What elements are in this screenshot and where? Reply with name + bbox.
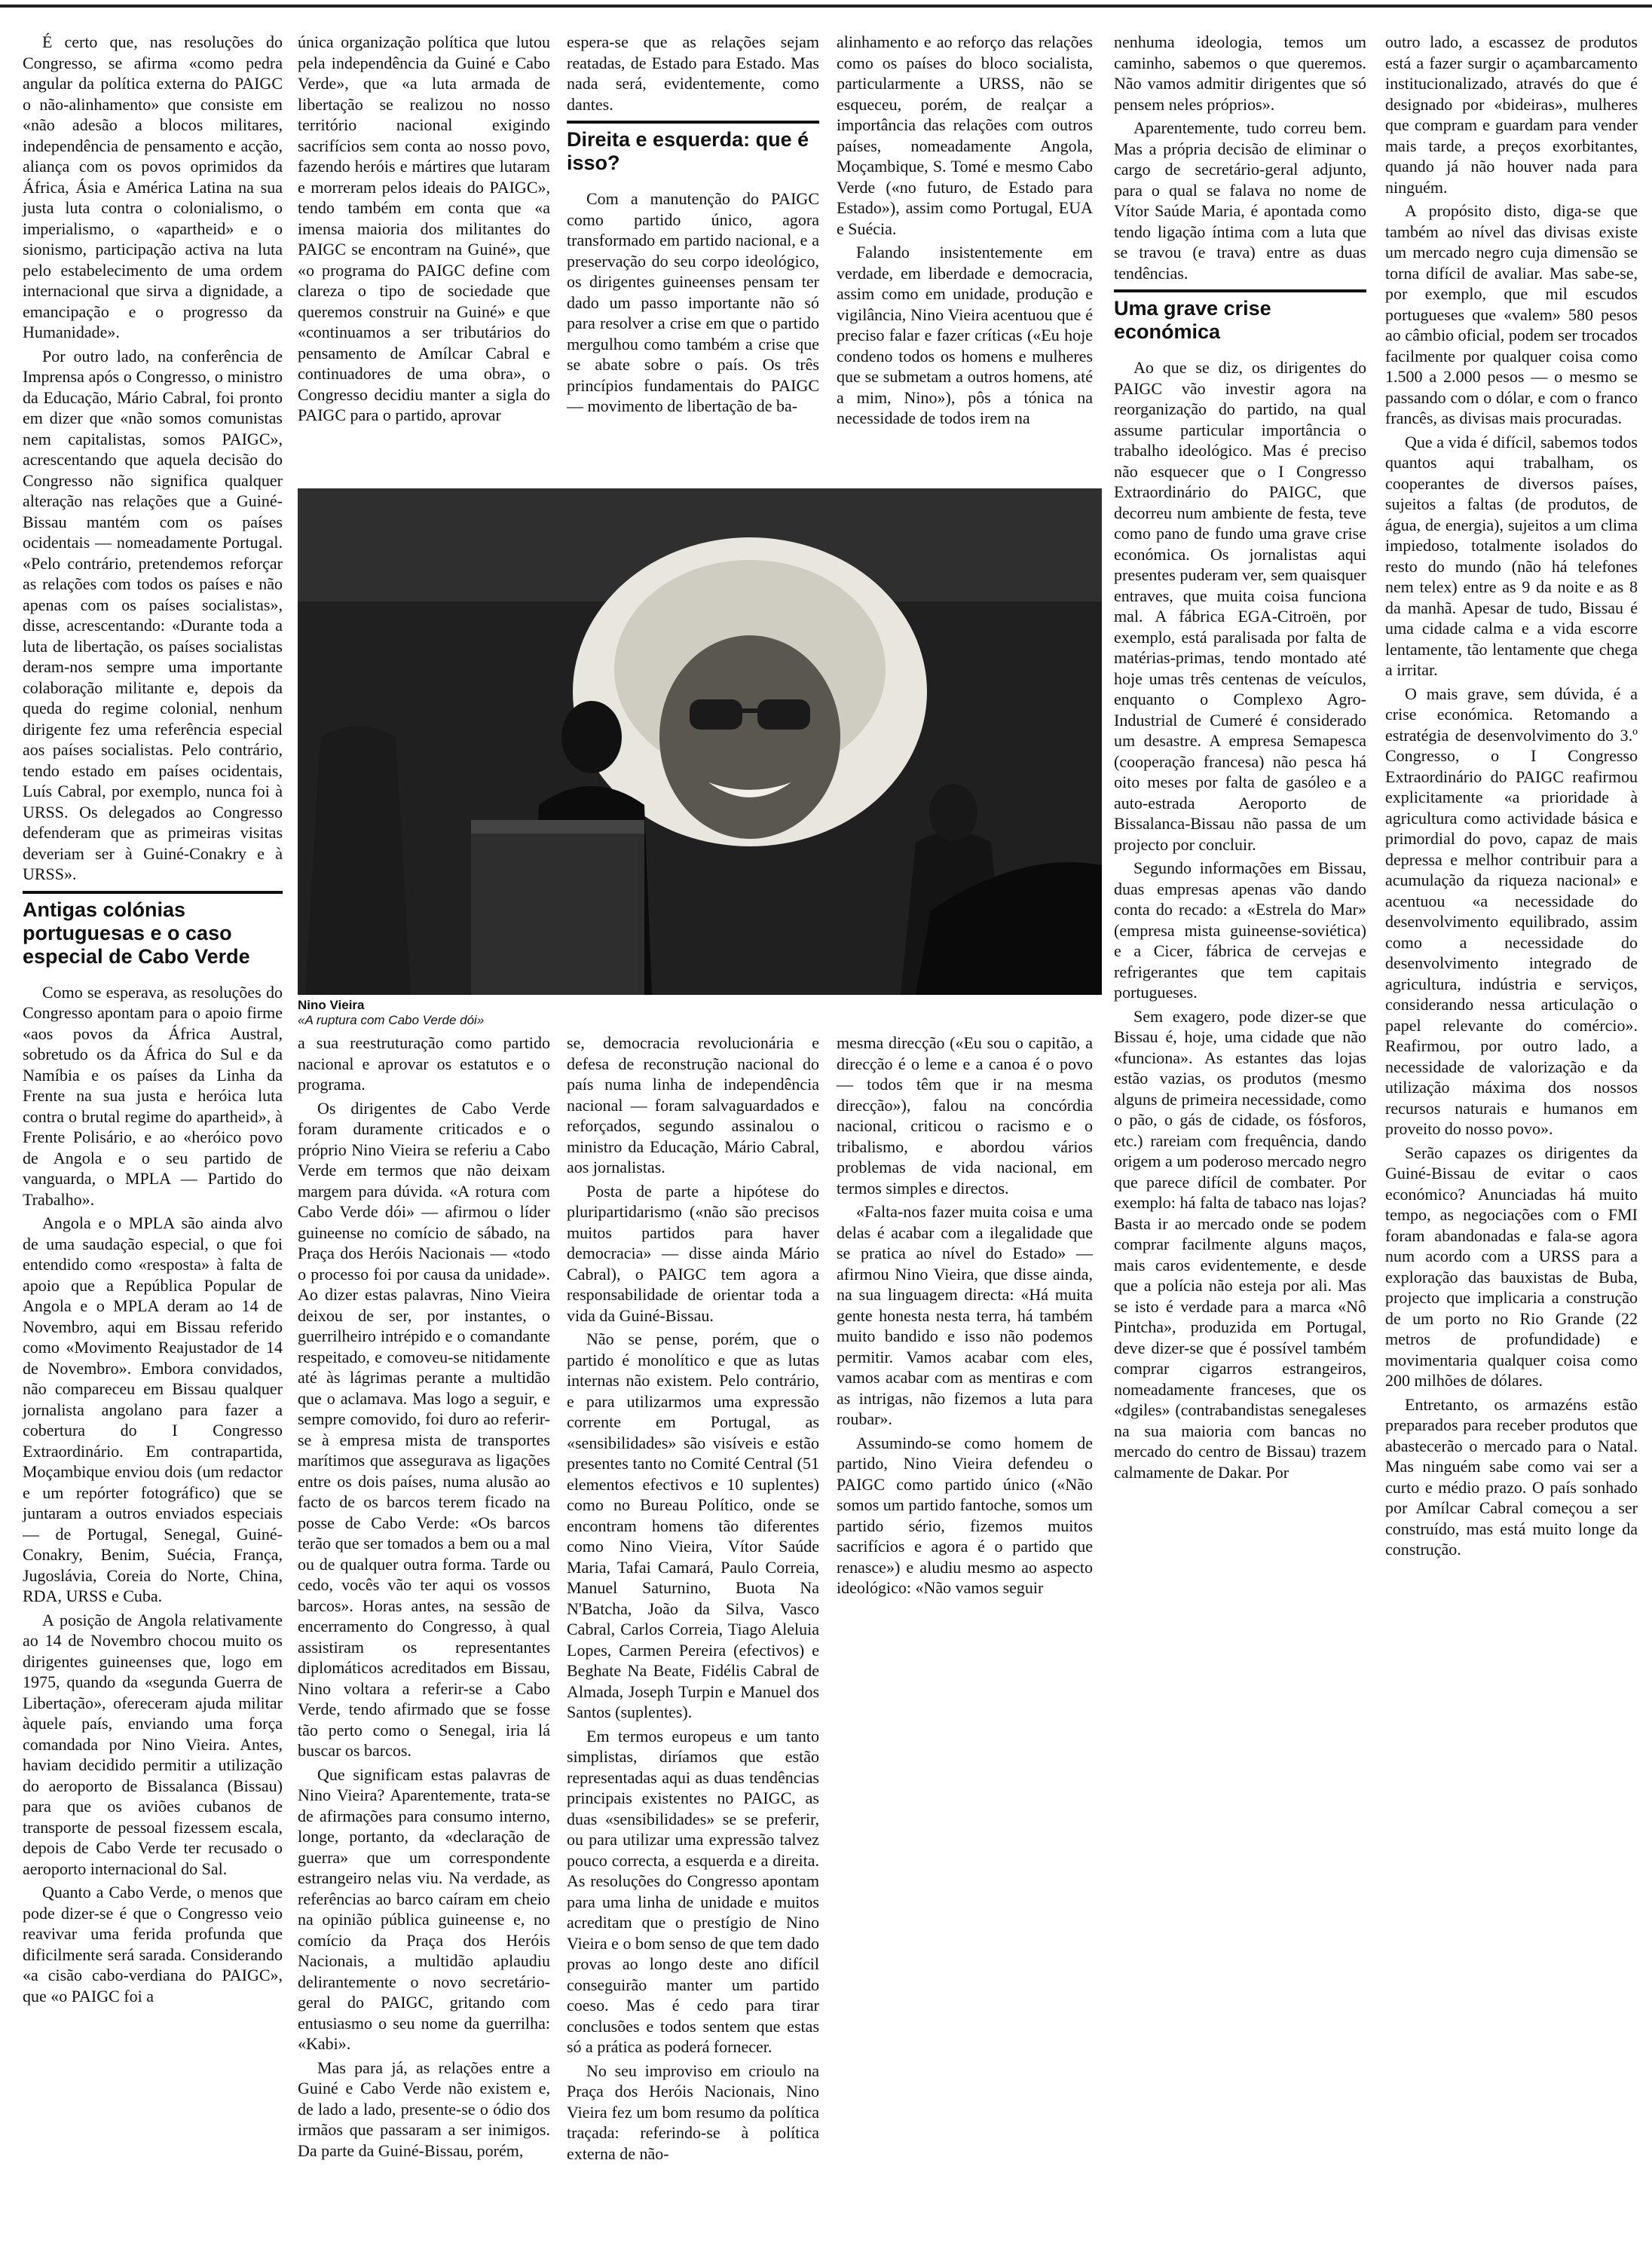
paragraph: Como se esperava, as resoluções do Congresso apontam para o apoio firme «aos povos da África Austral, sobretudo os da África do Sul e da Namíbia e os países da Linha da Frente na sua justa e heróica luta contra o brutal regime do apartheid», à Frente Polisário, e ao «heróico povo de Angola e o seu partido de vanguarda, o MPLA — Partido do Trabalho».: [23, 982, 283, 1209]
news-photo: [298, 488, 1102, 995]
paragraph: Angola e o MPLA são ainda alvo de uma saudação especial, o que foi entendido como «resposta» à falta de apoio que a República Popular de Angola e o MPLA deram ao 14 de Novembro, aqui em Bissau referido como «Movimento Reajustador de 14 de Novembro». Embora convidados, não compareceu em Bissau qualquer jornalista angolano para fazer a cobertura do I Congresso Extraordinário. Em contrapartida, Moçambique enviou dois (um redactor e um repórter fotográfico) que se juntaram a outros enviados especiais — de Portugal, Senegal, Guiné-Conakry, Benim, Suécia, França, Jugoslávia, Coreia do Norte, China, RDA, URSS e Cuba.: [23, 1213, 283, 1605]
paragraph: Ao que se diz, os dirigentes do PAIGC vão investir agora na reorganização do partido, na qual assume particular importância o trabalho ideológico. Mas é preciso não esquecer que o I Congresso Extraordinário do PAIGC, que decorreu num ambiente de festa, teve como pano de fundo uma grave crise económica. Os jornalistas aqui presentes puderam ver, sem quaisquer entraves, que muita coisa funciona mal. A fábrica EGA-Citroën, por exemplo, está paralisada por falta de matérias-primas, tendo montado até hoje umas três centenas de veículos, enquanto o Complexo Agro-Industrial de Cumeré é considerado um desastre. A empresa Semapesca (cooperação francesa) não pesca há oito meses por falta de gasóleo e a auto-estrada Aeroporto de Bissalanca-Bissau não passa de um projecto por concluir.: [1114, 358, 1366, 854]
paragraph: Sem exagero, pode dizer-se que Bissau é, hoje, uma cidade que não «funciona». As estantes das lojas estão vazias, os produtos (mesmo alguns de primeira necessidade, como o pão, o gás de cidade, os fósforos, etc.) rareiam com frequência, dando origem a um poderoso mercado negro que parece difícil de combater. Por exemplo: há falta de tabaco nas lojas? Basta ir ao mercado onde se podem comprar facilmente alguns maços, mais caros evidentemente, e desde que a polícia não esteja por ali. Mas se isto é verdade para a marca «Nô Pintcha», produzida em Portugal, deve dizer-se que é possível também comprar cigarros estrangeiros, nomeadamente franceses, que os «dgiles» (contrabandistas senegaleses na sua maioria com bancas no mercado do centro de Bissau) trazem calmamente de Dakar. Por: [1114, 1006, 1366, 1482]
section-heading: Uma grave crise económica: [1114, 289, 1366, 350]
paragraph: Assumindo-se como homem de partido, Nino Vieira defendeu o PAIGC como partido único («Não somos um partido fantoche, somos um partido sério, fizemos muitos sacrifícios e agora é o partido que renasce») e aludiu mesmo ao aspecto ideológico: «Não vamos seguir: [837, 1433, 1093, 1597]
top-rule: [0, 5, 1652, 8]
paragraph: Com a manutenção do PAIGC como partido único, agora transformado em partido nacional, e a preservação do seu corpo ideológico, os dirigentes guineenses pensam ter dado um passo importante não só para resolver a crise em que o partido mergulhou como também a crise que se abate sobre o país. Os três princípios fundamentais do PAIGC — movimento de libertação de ba-: [567, 189, 819, 415]
column-2-bottom: [298, 1033, 550, 2164]
portrait-face: [659, 635, 840, 839]
paragraph: É certo que, nas resoluções do Congresso, se afirma «como pedra angular da política externa do PAIGC o não-alinhamento» que consiste em «não adesão a blocos militares, independência de pensamento e acção, aliança com os povos oprimidos da África, Ásia e América Latina na sua justa luta contra o colonialismo, o imperialismo, o «apartheid» e o sionismo, participação activa na luta pelo estabelecimento de uma ordem internacional que sirva a dignidade, a emancipação e o progresso da Humanidade».: [23, 32, 283, 341]
paragraph: A propósito disto, diga-se que também ao nível das divisas existe um mercado negro cuja dimensão se torna difícil de avaliar. Mas sabe-se, por exemplo, que mil escudos portugueses que «valem» 580 pesos ao câmbio oficial, podem ser trocados facilmente por qualquer coisa como 1.500 a 2.000 pesos — o mesmo se passando com o dólar, e com o franco francês, as divisas mais procuradas.: [1385, 201, 1638, 427]
paragraph: No seu improviso em crioulo na Praça dos Heróis Nacionais, Nino Vieira fez um bom resumo da política traçada: referindo-se à política externa de não-: [567, 2061, 819, 2163]
paragraph: Não se pense, porém, que o partido é monolítico e que as lutas internas não existem. Pelo contrário, e para utilizarmos uma expressão corrente em Portugal, as «sensibilidades» são visíveis e estão presentes tanto no Comité Central (51 elementos efectivos e 10 suplentes) como no Bureau Político, onde se encontram homens tão diferentes como Nino Vieira, Vítor Saúde Maria, Tafai Camará, Paulo Correia, Manuel Saturnino, Buota Na N'Batcha, João da Silva, Vasco Cabral, Carlos Correia, Tiago Aleluia Lopes, Carmen Pereira (efectivos) e Beghate Na Beate, Fidélis Cabral de Almada, Joseph Turpin e Manuel dos Santos (suplentes).: [567, 1329, 819, 1721]
paragraph: Falando insistentemente em verdade, em liberdade e democracia, assim como em unidade, produção e vigilância, Nino Vieira acentuou que é preciso falar e fazer críticas («Eu hoje condeno todos os homens e mulheres que se submetam a outros homens, até a mim, Nino»), pôs a tónica na necessidade de todos irem na: [837, 243, 1093, 427]
column-4-top: [837, 32, 1093, 432]
paragraph: mesma direcção («Eu sou o capitão, a direcção é o leme e a canoa é o povo — todos têm que ir na mesma direcção»), falou na concórdia nacional, criticou o racismo e o tribalismo, e abordou vários problemas de vida nacional, em termos simples e directos.: [837, 1033, 1093, 1198]
caption-name: Nino Vieira: [298, 998, 365, 1012]
paragraph: A posição de Angola relativamente ao 14 de Novembro chocou muito os dirigentes guineenses que, logo em 1975, quando da «segunda Guerra de Libertação», ofereceram ajuda militar àquele país, enviando uma força comandada por Nino Vieira. Antes, haviam decidido permitir a utilização do aeroporto de Bissalanca (Bissau) para que os aviões cubanos de transporte de pessoal fizessem escala, depois de Cabo Verde ter recusado o aeroporto internacional do Sal.: [23, 1610, 283, 1878]
paragraph: Segundo informações em Bissau, duas empresas apenas vão dando conta do recado: a «Estrela do Mar» (empresa mista guineense-soviética) e a Cicer, fábrica de cervejas e refrigerantes que tem capitais portugueses.: [1114, 858, 1366, 1002]
paragraph: Aparentemente, tudo correu bem. Mas a própria decisão de eliminar o cargo de secretário-geral adjunto, para o qual se falava no nome de Vítor Saúde Maria, é apontada como tendo ligação íntima com a luta que se travou (e trava) entre as duas tendências.: [1114, 118, 1366, 283]
paragraph: Entretanto, os armazéns estão preparados para receber produtos que abastecerão o mercado para o Natal. Mas ninguém sabe como vai ser a curto e médio prazo. O país sonhado por Amílcar Cabral começou a ser construído, mas está muito longe da construção.: [1385, 1394, 1638, 1559]
paragraph: Em termos europeus e um tanto simplistas, diríamos que estão representadas aqui as duas tendências principais existentes no PAIGC, as duas «sensibilidades» se se preferir, ou para utilizar uma expressão talvez pouco correcta, a esquerda e a direita. As resoluções do Congresso apontam para uma linha de unidade e muitos acreditam que o prestígio de Nino Vieira e o bom senso de que tem dado provas ao longo deste ano difícil conseguirão manter um partido coeso. Mas é cedo para tirar conclusões e todos sentem que estas só a prática as poderá fornecer.: [567, 1726, 819, 2056]
podium: [471, 820, 644, 995]
column-1: [23, 32, 283, 2009]
caption-text: «A ruptura com Cabo Verde dói»: [298, 1013, 485, 1027]
paragraph: Que a vida é difícil, sabemos todos quantos aqui trabalham, os cooperantes de diversos países, sujeitos a faltas (de produtos, de água, de energia), sujeitos a um clima impiedoso, totalmente isolados do resto do mundo (não há telefones nem telex) entre as 9 da noite e as 8 da manhã. Apesar de tudo, Bissau é uma cidade calma e a vida escorre lentamente, tão lentamente que chega a irritar.: [1385, 432, 1638, 679]
paragraph: a sua reestruturação como partido nacional e aprovar os estatutos e o programa.: [298, 1033, 550, 1094]
paragraph: se, democracia revolucionária e defesa de reconstrução nacional do país numa linha de independência nacional — foram salvaguardados e reforçados, segundo assinalou o ministro da Educação, Mário Cabral, aos jornalistas.: [567, 1033, 819, 1176]
paragraph: espera-se que as relações sejam reatadas, de Estado para Estado. Mas nada será, evidentemente, como dantes.: [567, 32, 819, 114]
photo-caption: [298, 998, 825, 1028]
paragraph: «Falta-nos fazer muita coisa e uma delas é acabar com a ilegalidade que se pratica ao nível do Estado» — afirmou Nino Vieira, que disse ainda, na sua linguagem directa: «Há muita gente honesta nesta terra, há também muito bandido e isso não podemos permitir. Vamos acabar com eles, vamos acabar com as mentiras e com as intrigas, não fizemos a luta para roubar».: [837, 1202, 1093, 1428]
paragraph: Posta de parte a hipótese do pluripartidarismo («não são precisos muitos partidos para haver democracia» — disse ainda Mário Cabral), o PAIGC tem agora a responsabilidade de orientar toda a vida da Guiné-Bissau.: [567, 1181, 819, 1325]
column-3-bottom: [567, 1033, 819, 2167]
paragraph: O mais grave, sem dúvida, é a crise económica. Retomando a estratégia de desenvolvimento do 3.º Congresso, o I Congresso Extraordinário do PAIGC reafirmou explicitamente «a prioridade à agricultura como actividade básica e primordial do povo, capaz de mais depressa e melhor contribuir para a acumulação da riqueza nacional» e acentuou «a necessidade do desenvolvimento equilibrado, assim como a necessidade do desenvolvimento integrado de agricultura, indústria e serviços, considerando nessa articulação o papel relevante do comércio». Reafirmou, por outro lado, a necessidade de valorização e da utilização máxima dos nossos recursos naturais e humanos em proveito do nosso povo».: [1385, 684, 1638, 1138]
column-5: [1114, 32, 1366, 1485]
paragraph: Serão capazes os dirigentes da Guiné-Bissau de evitar o caos económico? Anunciadas há muito tempo, as negociações com o FMI foram abandonadas e fala-se agora num acordo com a URSS para a exploração das bauxistas de Buba, projecto que implicaria a construção de um porto no Rio Grande (22 metros de profundidade) e movimentaria qualquer coisa como 200 milhões de dólares.: [1385, 1143, 1638, 1390]
paragraph: nenhuma ideologia, temos um caminho, sabemos o que queremos. Não vamos admitir dirigentes que só pensem neles próprios».: [1114, 32, 1366, 114]
paragraph: Que significam estas palavras de Nino Vieira? Aparentemente, trata-se de afirmações para consumo interno, longe, portanto, da «declaração de guerra» que um correspondente estrangeiro nelas viu. Na verdade, as referências ao barco caíram em cheio na opinião pública guineense e, no comício da Praça dos Heróis Nacionais, a multidão aplaudiu delirantemente o novo secretário-geral do PAIGC, gritando com entusiasmo o seu nome da guerrilha: «Kabi».: [298, 1764, 550, 2053]
paragraph: Por outro lado, na conferência de Imprensa após o Congresso, o ministro da Educação, Mário Cabral, foi pronto em dizer que «não somos comunistas nem capitalistas, somos PAIGC», acrescentando que aquela decisão do Congresso não significa qualquer alteração nas relações que a Guiné-Bissau mantém com os países ocidentais — nomeadamente Portugal. «Pelo contrário, pretendemos reforçar as relações com todos os países e não apenas com os países socialistas», disse, acrescentando: «Durante toda a luta de libertação, os países socialistas deram-nos sempre uma importante colaboração militante e, depois da queda do regime colonial, nenhum dirigente fez uma referência especial aos países socialistas. Pelo contrário, tendo estado em países ocidentais, Luís Cabral, por exemplo, nunca foi à URSS. Os delegados ao Congresso defenderam que as primeiras visitas deveriam ser à Guiné-Conakry e à URSS».: [23, 346, 283, 883]
section-heading: Antigas colónias portuguesas e o caso especial de Cabo Verde: [23, 891, 283, 975]
paragraph: Mas para já, as relações entre a Guiné e Cabo Verde não existem e, de lado a lado, presente-se o ódio dos irmãos que passaram a ser inimigos. Da parte da Guiné-Bissau, porém,: [298, 2058, 550, 2160]
column-3-top: [567, 32, 819, 420]
column-2-top: [298, 32, 550, 429]
paragraph: alinhamento e ao reforço das relações como os países do bloco socialista, particularmente a URSS, não se esqueceu, porém, de realçar a importância das relações com outros países, nomeadamente Angola, Moçambique, S. Tomé e mesmo Cabo Verde («no futuro, de Estado para Estado»), assim como Portugal, EUA e Suécia.: [837, 32, 1093, 238]
column-4-bottom: [837, 1033, 1093, 1602]
paragraph: Os dirigentes de Cabo Verde foram duramente criticados e o próprio Nino Vieira se referiu a Cabo Verde em termos que não deixam margem para dúvida. «A rotura com Cabo Verde dói» — afirmou o líder guineense no comício de sábado, na Praça dos Heróis Nacionais — «todo o processo foi por causa da unidade». Ao dizer estas palavras, Nino Vieira deixou de ser, por instantes, o guerrilheiro intrépido e o comandante respeitado, e comoveu-se nitidamente até às lágrimas perante a multidão que o aclamava. Mas logo a seguir, e sempre comovido, foi duro ao referir-se à empresa mista de transportes marítimos que assegurava as ligações entre os dois países, numa alusão ao facto de os barcos terem ficado na posse de Cabo Verde: «Os barcos terão que ser tomados a bem ou a mal ou de qualquer outra forma. Tarde ou cedo, vocês vão ter aqui os vossos barcos». Horas antes, na sessão de encerramento do Congresso, à qual assistiram os representantes diplomáticos acreditados em Bissau, Nino voltara a referir-se a Cabo Verde, tendo afirmado que se fosse tão perto como o Senegal, iria lá buscar os barcos.: [298, 1098, 550, 1760]
speaker-head: [561, 701, 622, 773]
paragraph: outro lado, a escassez de produtos está a fazer surgir o açambarcamento institucionalizado, através do que é designado por «bideiras», mulheres que compram e guardam para vender mais tarde, a preços exorbitantes, quando já não houver nada para ninguém.: [1385, 32, 1638, 197]
column-6: [1385, 32, 1638, 1563]
paragraph: Quanto a Cabo Verde, o menos que pode dizer-se é que o Congresso veio reavivar uma ferida profunda que dificilmente será sarada. Considerando «a cisão cabo-verdiana do PAIGC», que «o PAIGC foi a: [23, 1883, 283, 2006]
section-heading: Direita e esquerda: que é isso?: [567, 121, 819, 181]
photo-illustration: [298, 488, 1102, 995]
paragraph: única organização política que lutou pela independência da Guiné e Cabo Verde», que «a luta armada de libertação se realizou no nosso território nacional exigindo sacrifícios sem conta ao nosso povo, fazendo heróis e mártires que lutaram e morreram pelos ideais do PAIGC», tendo também em conta que «a imensa maioria dos militantes do PAIGC se encontram na Guiné», que «o programa do PAIGC define com clareza o tipo de sociedade que queremos construir na Guiné» e que «continuamos a ser tributários do pensamento de Amílcar Cabral e continuadores de uma obra», o Congresso decidiu manter a sigla do PAIGC para o partido, aprovar: [298, 32, 550, 424]
